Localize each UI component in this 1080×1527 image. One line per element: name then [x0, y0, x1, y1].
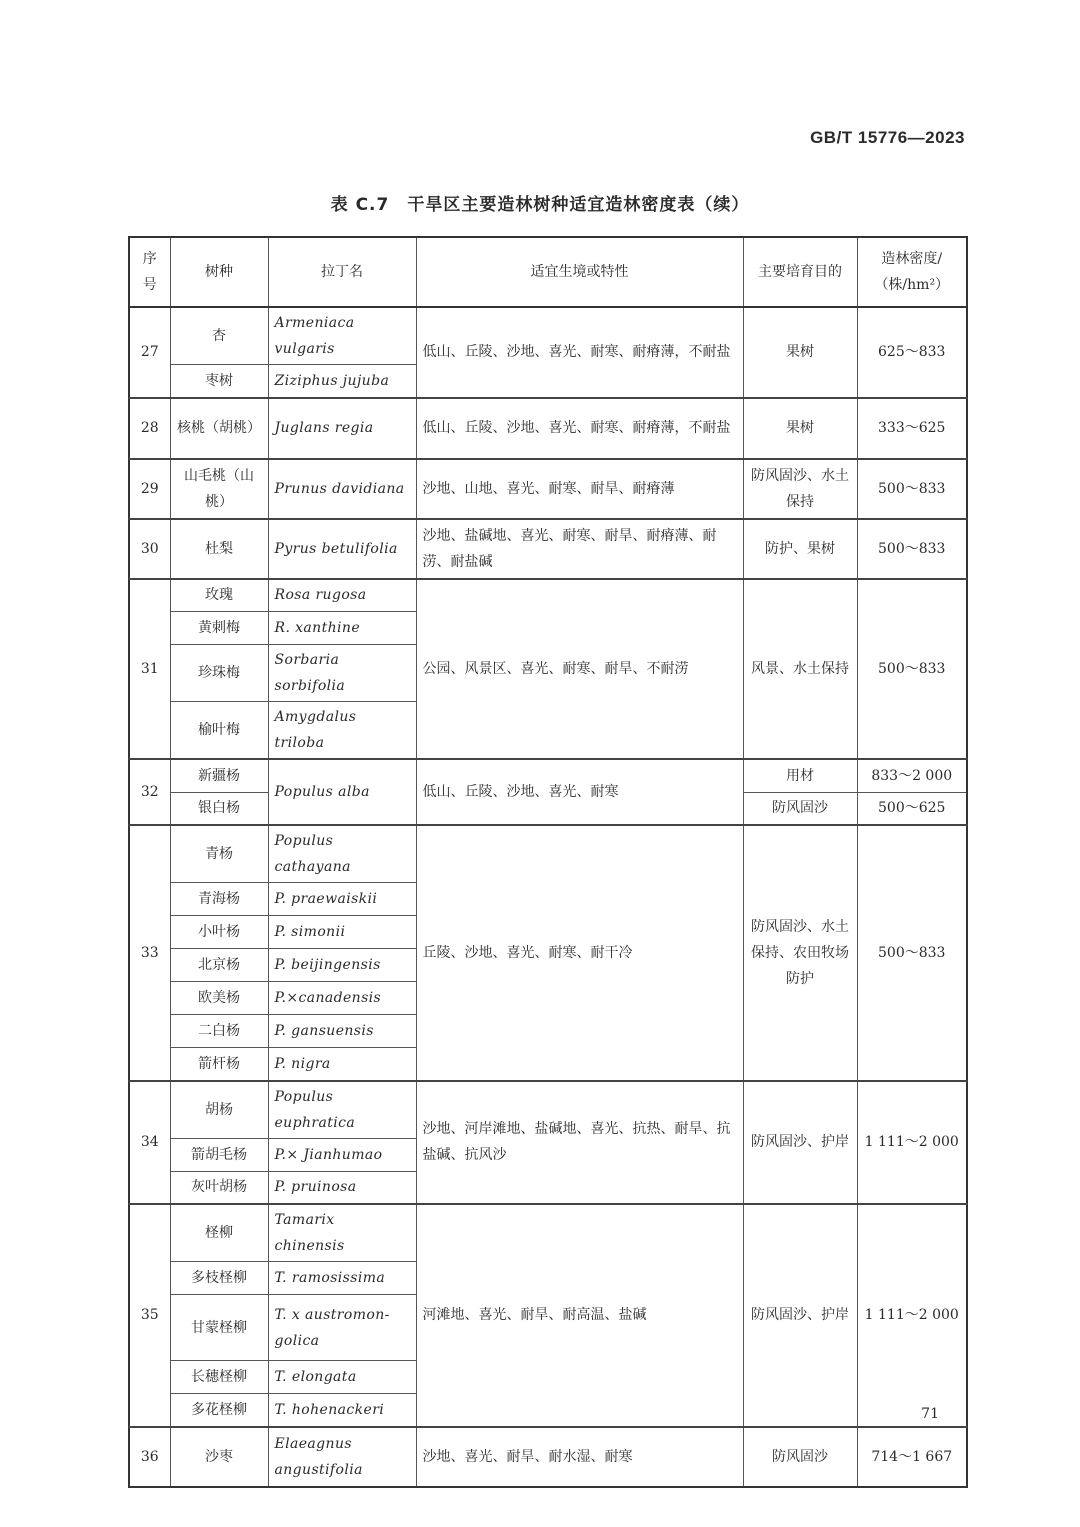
latin-name: P. simonii: [268, 916, 416, 949]
col-header-habitat: 适宜生境或特性: [416, 237, 743, 307]
col-header-purpose: 主要培育目的: [743, 237, 857, 307]
standard-number: GB/T 15776—2023: [810, 128, 965, 147]
row-group-34: [129, 1081, 967, 1205]
row-index: 29: [129, 459, 170, 519]
species-name: 黄刺梅: [170, 612, 268, 645]
row-index: 27: [129, 307, 170, 398]
species-name: 甘蒙柽柳: [170, 1295, 268, 1361]
row-group-36: [129, 1427, 967, 1487]
row-group-28: [129, 398, 967, 459]
density-table: [128, 236, 968, 1488]
table-header-row: [129, 237, 967, 307]
latin-name: P. gansuensis: [268, 1015, 416, 1048]
latin-name: T. elongata: [268, 1361, 416, 1394]
species-name: 小叶杨: [170, 916, 268, 949]
latin-name: Populus alba: [268, 759, 416, 825]
latin-name: Tamarix chinensis: [268, 1204, 416, 1262]
density-cell: 833～2 000: [857, 759, 967, 792]
latin-name: Sorbaria sorbifolia: [268, 645, 416, 702]
habitat-cell: 丘陵、沙地、喜光、耐寒、耐干冷: [416, 825, 743, 1081]
purpose-cell: 风景、水土保持: [743, 579, 857, 760]
purpose-cell: 防风固沙: [743, 792, 857, 825]
latin-name: P.× Jianhumao: [268, 1138, 416, 1171]
latin-name: T. x austromon-golica: [268, 1295, 416, 1361]
habitat-cell: 低山、丘陵、沙地、喜光、耐寒、耐瘠薄，不耐盐: [416, 398, 743, 459]
col-header-density: 造林密度/（株/hm²）: [857, 237, 967, 307]
density-cell: 1 111～2 000: [857, 1081, 967, 1205]
species-name: 枣树: [170, 365, 268, 398]
species-name: 杏: [170, 307, 268, 365]
species-name: 玫瑰: [170, 579, 268, 612]
purpose-cell: 防风固沙、护岸: [743, 1081, 857, 1205]
row-group-35: [129, 1204, 967, 1427]
row-index: 28: [129, 398, 170, 459]
row-group-30: [129, 519, 967, 579]
habitat-cell: 公园、风景区、喜光、耐寒、耐旱、不耐涝: [416, 579, 743, 760]
table-row: [129, 1081, 967, 1139]
species-name: 箭杆杨: [170, 1048, 268, 1081]
species-name: 欧美杨: [170, 982, 268, 1015]
density-cell: 1 111～2 000: [857, 1204, 967, 1427]
page-number: 71: [921, 1406, 939, 1422]
species-name: 北京杨: [170, 949, 268, 982]
species-name: 银白杨: [170, 792, 268, 825]
purpose-cell: 防护、果树: [743, 519, 857, 579]
purpose-cell: 防风固沙、护岸: [743, 1204, 857, 1427]
purpose-cell: 防风固沙、水土保持、农田牧场防护: [743, 825, 857, 1081]
density-cell: 500～833: [857, 825, 967, 1081]
habitat-cell: 河滩地、喜光、耐旱、耐高温、盐碱: [416, 1204, 743, 1427]
species-name: 长穗柽柳: [170, 1361, 268, 1394]
col-header-latin: 拉丁名: [268, 237, 416, 307]
latin-name: Rosa rugosa: [268, 579, 416, 612]
latin-name: Juglans regia: [268, 398, 416, 459]
species-name: 杜梨: [170, 519, 268, 579]
latin-name: R. xanthine: [268, 612, 416, 645]
species-name: 二白杨: [170, 1015, 268, 1048]
row-index: 36: [129, 1427, 170, 1487]
species-name: 沙枣: [170, 1427, 268, 1487]
latin-name: T. hohenackeri: [268, 1394, 416, 1427]
density-cell: 625～833: [857, 307, 967, 398]
habitat-cell: 沙地、河岸滩地、盐碱地、喜光、抗热、耐旱、抗盐碱、抗风沙: [416, 1081, 743, 1205]
density-cell: 500～833: [857, 519, 967, 579]
table-row: [129, 519, 967, 579]
row-index: 30: [129, 519, 170, 579]
latin-name: Populus cathayana: [268, 825, 416, 883]
row-group-32: [129, 759, 967, 825]
table-row: [129, 1427, 967, 1487]
latin-name: P. praewaiskii: [268, 883, 416, 916]
latin-name: Ziziphus jujuba: [268, 365, 416, 398]
latin-name: P.×canadensis: [268, 982, 416, 1015]
row-group-33: [129, 825, 967, 1081]
table-row: [129, 759, 967, 792]
latin-name: P. pruinosa: [268, 1171, 416, 1204]
latin-name: Amygdalus triloba: [268, 702, 416, 760]
density-cell: 500～833: [857, 579, 967, 760]
species-name: 新疆杨: [170, 759, 268, 792]
species-name: 珍珠梅: [170, 645, 268, 702]
purpose-cell: 用材: [743, 759, 857, 792]
species-name: 青海杨: [170, 883, 268, 916]
col-header-species: 树种: [170, 237, 268, 307]
row-index: 32: [129, 759, 170, 825]
habitat-cell: 低山、丘陵、沙地、喜光、耐寒、耐瘠薄，不耐盐: [416, 307, 743, 398]
row-group-31: [129, 579, 967, 760]
latin-name: Prunus davidiana: [268, 459, 416, 519]
latin-name: Pyrus betulifolia: [268, 519, 416, 579]
purpose-cell: 果树: [743, 398, 857, 459]
density-cell: 333～625: [857, 398, 967, 459]
purpose-cell: 防风固沙: [743, 1427, 857, 1487]
latin-name: Populus euphratica: [268, 1081, 416, 1139]
species-name: 榆叶梅: [170, 702, 268, 760]
species-name: 核桃（胡桃）: [170, 398, 268, 459]
species-name: 多花柽柳: [170, 1394, 268, 1427]
species-name: 胡杨: [170, 1081, 268, 1139]
table-row: [129, 1204, 967, 1262]
row-group-27: [129, 307, 967, 398]
table-row: [129, 579, 967, 612]
species-name: 箭胡毛杨: [170, 1138, 268, 1171]
table-row: [129, 825, 967, 883]
density-cell: 500～625: [857, 792, 967, 825]
species-name: 山毛桃（山桃）: [170, 459, 268, 519]
row-index: 33: [129, 825, 170, 1081]
density-cell: 500～833: [857, 459, 967, 519]
table-row: [129, 398, 967, 459]
row-group-29: [129, 459, 967, 519]
latin-name: Armeniaca vulgaris: [268, 307, 416, 365]
habitat-cell: 沙地、喜光、耐旱、耐水湿、耐寒: [416, 1427, 743, 1487]
table-row: [129, 307, 967, 365]
density-cell: 714～1 667: [857, 1427, 967, 1487]
species-name: 多枝柽柳: [170, 1262, 268, 1295]
species-name: 灰叶胡杨: [170, 1171, 268, 1204]
latin-name: Elaeagnus angustifolia: [268, 1427, 416, 1487]
species-name: 青杨: [170, 825, 268, 883]
table-row: [129, 459, 967, 519]
row-index: 35: [129, 1204, 170, 1427]
species-name: 柽柳: [170, 1204, 268, 1262]
row-index: 34: [129, 1081, 170, 1205]
row-index: 31: [129, 579, 170, 760]
col-header-index: 序号: [129, 237, 170, 307]
habitat-cell: 沙地、山地、喜光、耐寒、耐旱、耐瘠薄: [416, 459, 743, 519]
purpose-cell: 果树: [743, 307, 857, 398]
latin-name: P. beijingensis: [268, 949, 416, 982]
latin-name: T. ramosissima: [268, 1262, 416, 1295]
habitat-cell: 低山、丘陵、沙地、喜光、耐寒: [416, 759, 743, 825]
table-title: 表 C.7 干旱区主要造林树种适宜造林密度表（续）: [330, 195, 750, 215]
latin-name: P. nigra: [268, 1048, 416, 1081]
purpose-cell: 防风固沙、水土保持: [743, 459, 857, 519]
habitat-cell: 沙地、盐碱地、喜光、耐寒、耐旱、耐瘠薄、耐涝、耐盐碱: [416, 519, 743, 579]
